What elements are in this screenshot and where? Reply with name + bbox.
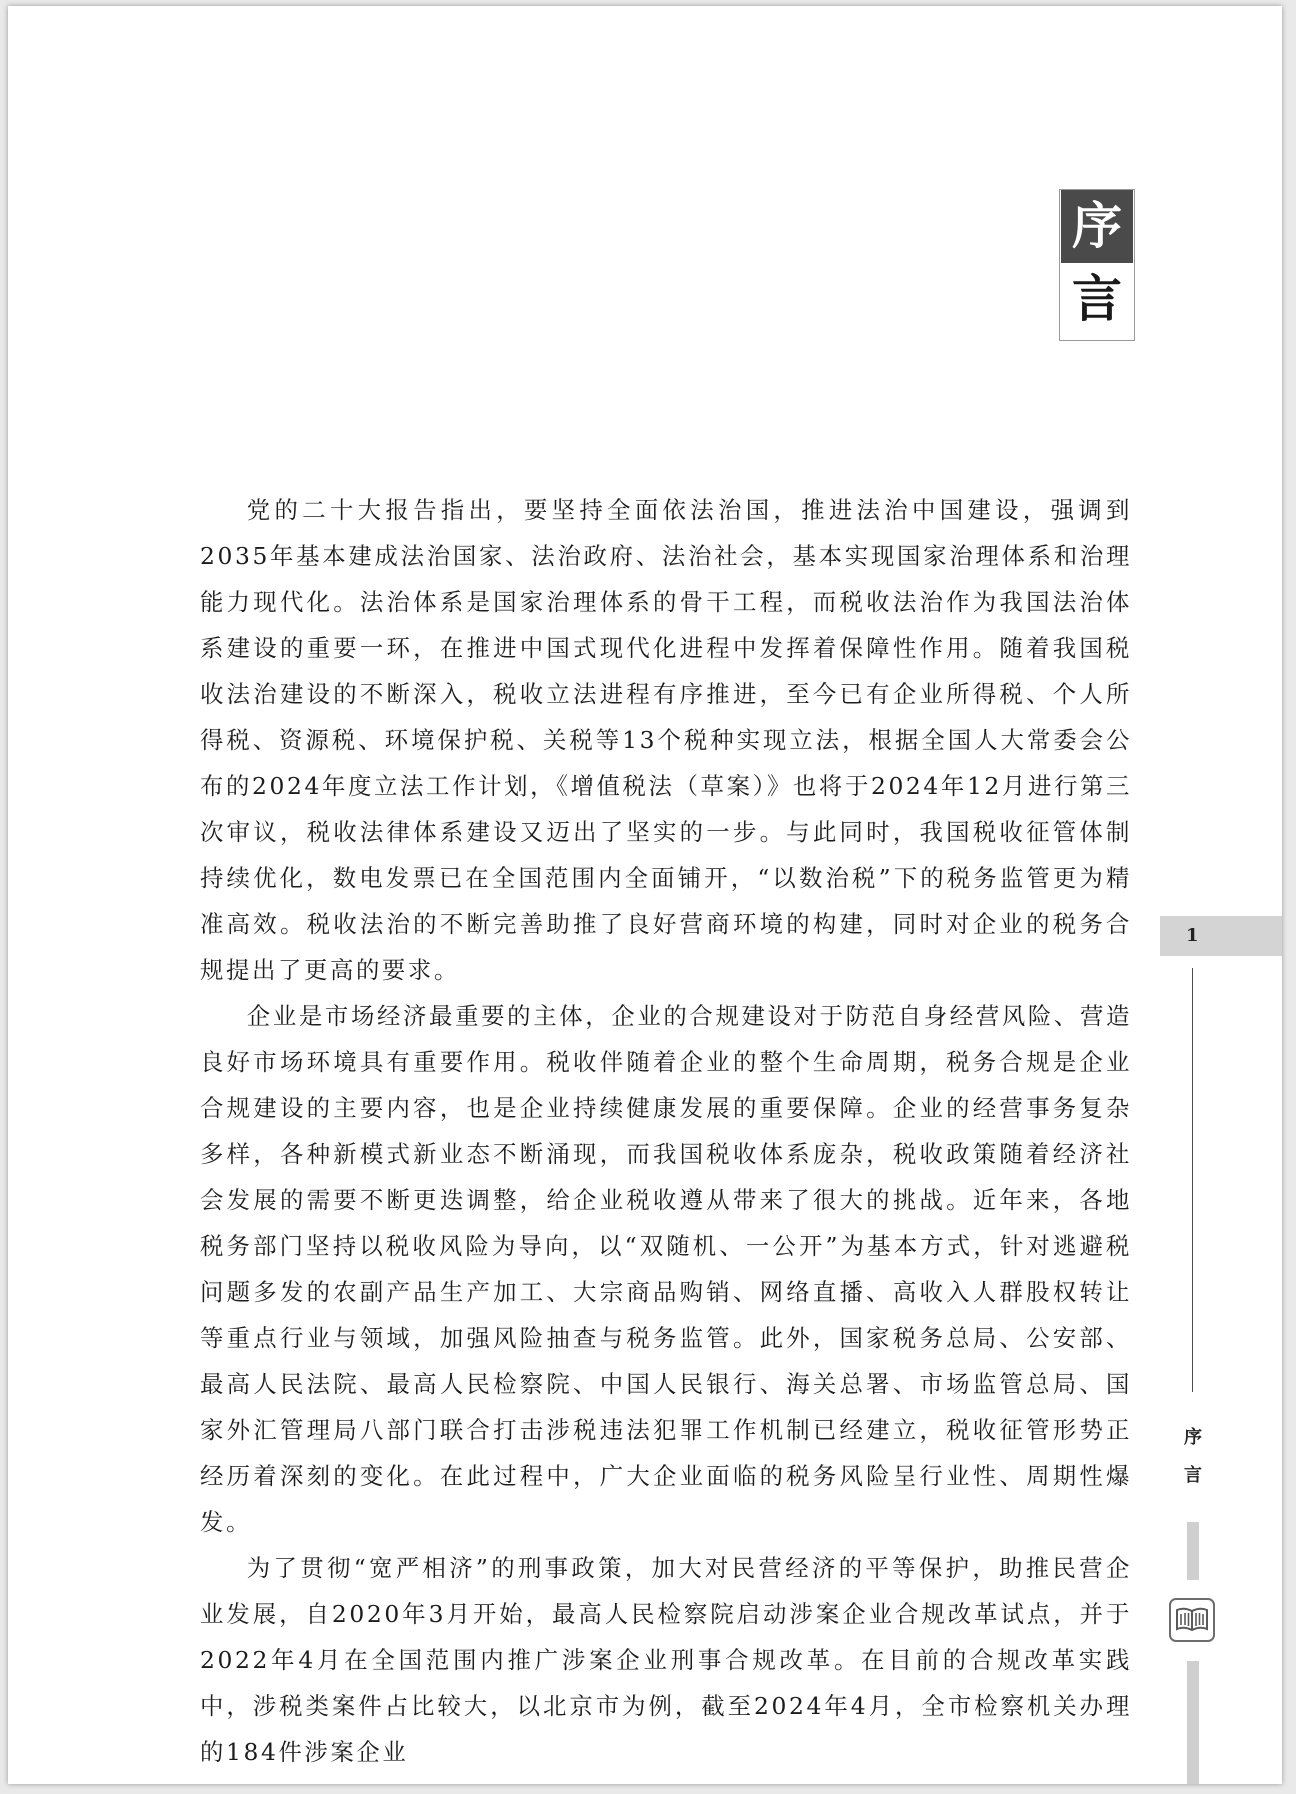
sidebar-bar-lower xyxy=(1187,1661,1199,1784)
paragraph-1: 党的二十大报告指出，要坚持全面依法治国，推进法治中国建设，强调到2035年基本建成法治国家、法治政府、法治社会，基本实现国家治理体系和治理能力现代化。法治体系是国家治理体系的骨干工程，而税收法治作为我国法治体系建设的重要一环，在推进中国式现代化进程中发挥着保障性作用。随着我国税收法治建设的不断深入，税收立法进程有序推进，至今已有企业所得税、个人所得税、资源税、环境保护税、关税等13个税种实现立法，根据全国人大常委会公布的2024年度立法工作计划，《增值税法（草案）》也将于2024年12月进行第三次审议，税收法律体系建设又迈出了坚实的一步。与此同时，我国税收征管体制持续优化，数电发票已在全国范围内全面铺开，“以数治税”下的税务监管更为精准高效。税收法治的不断完善助推了良好营商环境的构建，同时对企业的税务合规提出了更高的要求。 xyxy=(200,496,1132,984)
paragraph-3: 为了贯彻“宽严相济”的刑事政策，加大对民营经济的平等保护，助推民营企业发展，自2020年3月开始，最高人民检察院启动涉案企业合规改革试点，并于2022年4月在全国范围内推广涉案企业刑事合规改革。在目前的合规改革实践中，涉税类案件占比较大，以北京市为例，截至2024年4月，全市检察机关办理的184件涉案企业 xyxy=(200,1554,1132,1766)
paragraph-2: 企业是市场经济最重要的主体，企业的合规建设对于防范自身经营风险、营造良好市场环境具有重要作用。税收伴随着企业的整个生命周期，税务合规是企业合规建设的主要内容，也是企业持续健康发展的重要保障。企业的经营事务复杂多样，各种新模式新业态不断涌现，而我国税收体系庞杂，税收政策随着经济社会发展的需要不断更迭调整，给企业税收遵从带来了很大的挑战。近年来，各地税务部门坚持以税收风险为导向，以“双随机、一公开”为基本方式，针对逃避税问题多发的农副产品生产加工、大宗商品购销、网络直播、高收入人群股权转让等重点行业与领域，加强风险抽查与税务监管。此外，国家税务总局、公安部、最高人民法院、最高人民检察院、中国人民银行、海关总署、市场监管总局、国家外汇管理局八部门联合打击涉税违法犯罪工作机制已经建立，税收征管形势正经历着深刻的变化。在此过程中，广大企业面临的税务风险呈行业性、周期性爆发。 xyxy=(200,1002,1132,1536)
chapter-title xyxy=(1059,189,1135,341)
document-page xyxy=(8,6,1282,1784)
page-number: 1 xyxy=(1186,925,1199,946)
sidebar-bar-upper xyxy=(1187,1522,1199,1580)
page-number-tab xyxy=(1160,916,1282,956)
book-icon xyxy=(1169,1598,1215,1642)
title-char-bottom: 言 xyxy=(1061,263,1133,336)
sidebar-section-label: 序 言 xyxy=(1184,1427,1202,1486)
sidebar-rule xyxy=(1192,968,1193,1392)
title-char-top: 序 xyxy=(1061,190,1133,263)
body-text xyxy=(200,487,1132,1775)
